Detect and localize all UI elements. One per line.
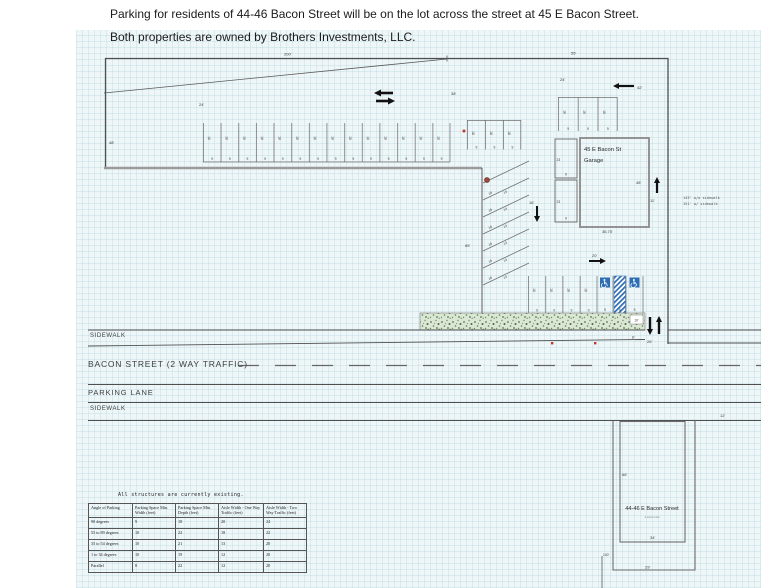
table-header: Parking Space Min. Depth (feet): [176, 504, 219, 518]
dim-parcel-width: 29': [645, 564, 651, 570]
table-header: Parking Space Min. Width (feet): [133, 504, 176, 518]
dim-garage-aisle: 24': [560, 77, 566, 82]
dim-hc-stall-width: 9: [633, 308, 636, 312]
residence-subtext: 4 total units: [644, 515, 660, 519]
sidewalk-label-bottom: SIDEWALK: [90, 406, 126, 412]
table-header: Aisle Width - One Way Traffic (feet): [219, 504, 264, 518]
dim-strip-width: 10': [634, 318, 639, 323]
small-red-marker: [463, 130, 466, 133]
table-row: [89, 550, 307, 561]
parking-standards-table: [88, 503, 307, 573]
parking-row-center: [467, 120, 521, 151]
lot-dimensions: [109, 51, 721, 345]
dim-lot-mid-left: 85': [465, 243, 471, 248]
dim-angled-depth: 18: [487, 275, 493, 281]
table-cell: 90 degrees: [89, 517, 133, 528]
dim-north-aisle: 24': [199, 102, 205, 107]
sidewalk-label-top: SIDEWALK: [90, 333, 126, 339]
header-line-2: Both properties are owned by Brothers Investments, LLC.: [110, 30, 416, 44]
table-cell: 12: [219, 550, 264, 561]
dim-parallel-depth-2: 23: [556, 200, 561, 204]
parking-row-north: [203, 123, 450, 162]
table-row: [89, 517, 307, 528]
table-cell: 22: [176, 528, 219, 539]
table-cell: 10: [133, 550, 176, 561]
dim-angled-width: 13: [502, 206, 508, 212]
parking-row-garage: [558, 97, 618, 134]
garage-building: [580, 138, 649, 234]
dim-building-width: 34': [650, 535, 656, 540]
table-cell: 35 to 54 degrees: [89, 539, 133, 550]
dim-angled-width: 13: [502, 240, 508, 246]
dim-angled-width: 13: [502, 257, 508, 263]
dim-angled-depth: 18: [487, 258, 493, 264]
table-cell: 1 to 34 degrees: [89, 550, 133, 561]
table-cell: 20: [264, 539, 307, 550]
table-cell: 13: [219, 539, 264, 550]
dim-lot-left: 48': [109, 140, 115, 145]
dim-angled-width: 13: [502, 189, 508, 195]
garage-label-line2: Garage: [584, 158, 604, 164]
dim-access-aisle-width: 5: [618, 308, 621, 312]
table-cell: 10: [133, 539, 176, 550]
table-cell: 20: [264, 561, 307, 572]
table-header-row: [89, 504, 307, 518]
table-header: Aisle Width - Two Way Traffic (feet): [264, 504, 307, 518]
tree-marker: [485, 178, 490, 183]
dim-building-height: 66': [622, 472, 628, 477]
structures-note: All structures are currently existing.: [118, 492, 244, 498]
table-cell: 55 to 89 degrees: [89, 528, 133, 539]
dim-parallel-width-2: 9: [565, 216, 567, 221]
dim-angled-width: 13: [502, 223, 508, 229]
frontage-note-1: 143' w/o sidewalk: [683, 196, 720, 200]
dim-hc-stall-width: 9: [604, 308, 606, 312]
dim-sidewalk-depth: 8': [632, 335, 635, 340]
dim-south-aisle: 20': [592, 253, 598, 258]
dim-angled-depth: 18: [487, 241, 493, 247]
table-cell: 22: [264, 528, 307, 539]
dim-parcel-height: 100': [603, 553, 610, 557]
table-cell: 20: [219, 517, 264, 528]
angled-parking-row: [463, 130, 530, 286]
table-cell: 24: [264, 517, 307, 528]
accessible-parking-icon: [600, 278, 610, 288]
table-row: [89, 561, 307, 572]
dim-angled-depth: 18: [487, 224, 493, 230]
frontage-note-2: 151' w/ sidewalk: [683, 202, 718, 206]
dim-parallel-depth-1: 23: [556, 158, 561, 162]
parking-lane-label: PARKING LANE: [88, 388, 154, 397]
table-header: Angle of Parking: [89, 504, 133, 518]
dim-lot-top-right: 55': [571, 50, 577, 56]
sidewalk-marker: [551, 342, 553, 344]
dim-one-way-aisle: 16': [529, 200, 535, 205]
table-cell: 21: [176, 539, 219, 550]
dim-sidewalk-12: 12': [720, 413, 726, 418]
table-row: [89, 528, 307, 539]
parking-row-south: [528, 276, 643, 313]
table-cell: 12: [219, 561, 264, 572]
table-cell: 19: [176, 550, 219, 561]
dim-42: 42': [637, 85, 643, 90]
table-cell: Parallel: [89, 561, 133, 572]
table-cell: 9: [133, 517, 176, 528]
table-row: [89, 539, 307, 550]
header-line-1: Parking for residents of 44-46 Bacon Street will be on the lot across the street at 45 E Bacon Street.: [110, 7, 639, 21]
dim-parallel-width-1: 9: [565, 172, 567, 177]
dim-38: 38': [451, 91, 457, 96]
dim-lot-top: 200': [284, 51, 292, 57]
landscape-strip: [420, 313, 645, 330]
table-cell: 22: [176, 561, 219, 572]
dim-angled-depth: 18: [487, 190, 493, 196]
dim-garage-width: 36.75': [602, 229, 613, 234]
sidewalk-marker: [594, 342, 596, 344]
dim-drive-11: 11': [650, 198, 655, 203]
table-cell: 10: [133, 528, 176, 539]
residence-building: [602, 413, 725, 588]
residence-label: 44-46 E Bacon Street: [625, 506, 679, 512]
parallel-spaces: [555, 139, 577, 222]
street-lines: [88, 330, 761, 421]
dim-garage-side: 48': [636, 180, 642, 185]
dim-driveway-26: 26': [647, 339, 653, 344]
table-cell: 18: [219, 528, 264, 539]
accessible-parking-icon: [630, 278, 640, 288]
garage-label-line1: 45 E Bacon St: [584, 147, 622, 153]
table-cell: 18: [176, 517, 219, 528]
dim-angled-width: 13: [502, 274, 508, 280]
dim-angled-depth: 18: [487, 207, 493, 213]
table-cell: 20: [264, 550, 307, 561]
street-name-label: BACON STREET (2 WAY TRAFFIC): [88, 359, 248, 369]
table-cell: 8: [133, 561, 176, 572]
property-diagonal-line: [104, 59, 447, 93]
